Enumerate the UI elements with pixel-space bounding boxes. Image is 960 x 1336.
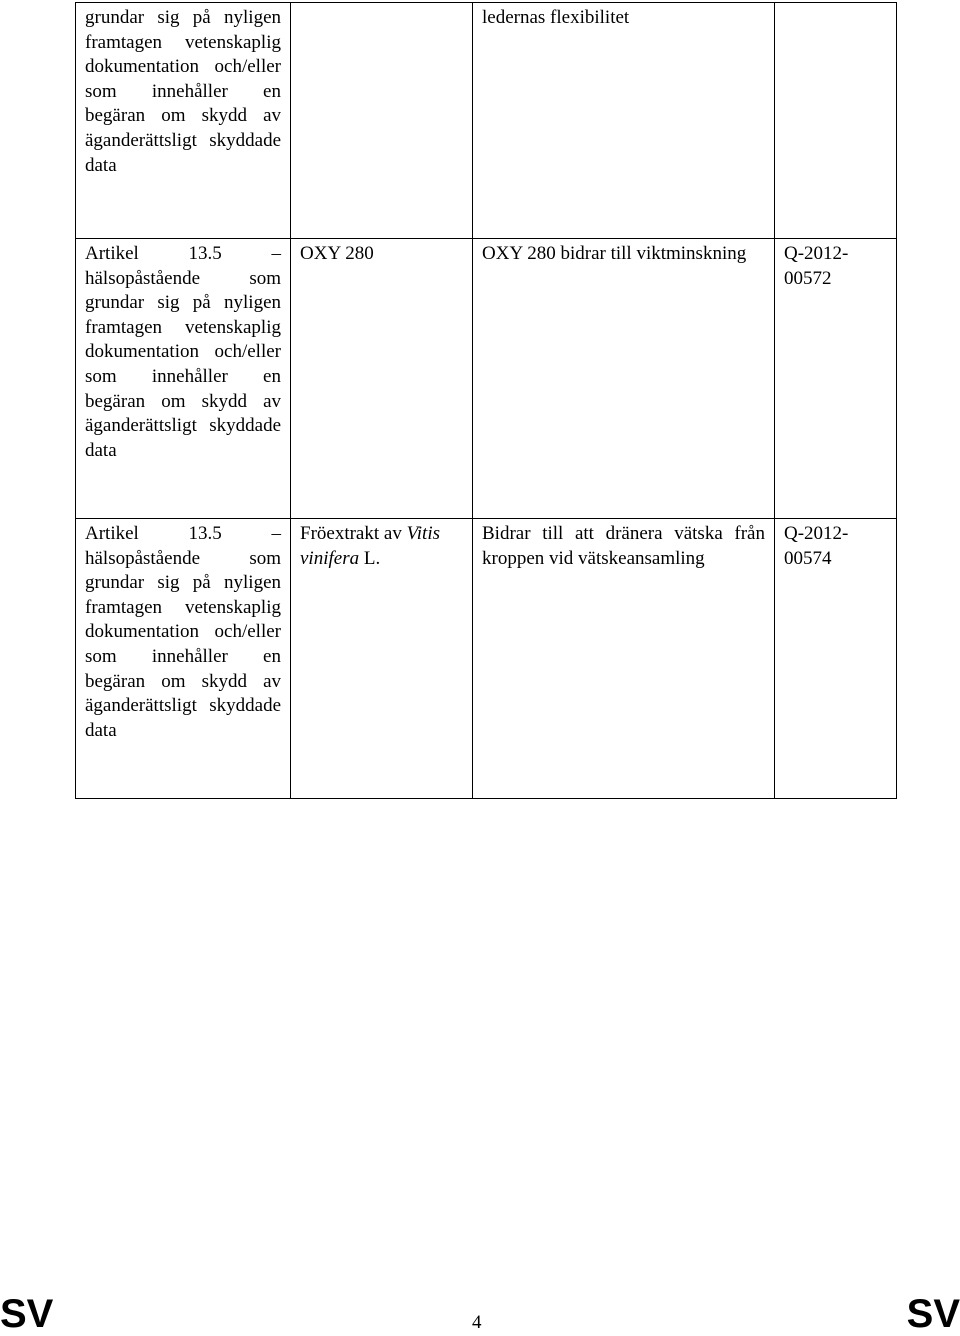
claim-type-cell: Artikel 13.5 – hälsopåstående som grundar sig på nyligen framtagen vetenskaplig dokumentation och/eller som innehåller en begäran om skydd av äganderättsligt skyddade data: [76, 239, 291, 519]
claim-cell: ledernas flexibilitet: [473, 3, 775, 239]
species-name: Vitis vinifera: [300, 523, 441, 569]
table-row: [76, 519, 897, 799]
table-row: [76, 239, 897, 519]
nutrient-cell: [291, 3, 473, 239]
table-row: [76, 3, 897, 239]
claim-type-cell: Artikel 13.5 – hälsopåstående som grundar sig på nyligen framtagen vetenskaplig dokumentation och/eller som innehåller en begäran om skydd av äganderättsligt skyddade data: [76, 519, 291, 799]
nutrient-suffix: L.: [359, 547, 381, 569]
nutrient-text: Fröextrakt av: [300, 523, 407, 544]
claim-cell: Bidrar till att dränera vätska från kroppen vid vätskeansamling: [473, 519, 775, 799]
question-number-cell: Q-2012-00572: [775, 239, 897, 519]
question-number-cell: [775, 3, 897, 239]
footer-language-left: SV: [0, 1292, 54, 1336]
nutrient-cell: OXY 280: [291, 239, 473, 519]
claim-type-cell: grundar sig på nyligen framtagen vetenskaplig dokumentation och/eller som innehåller en begäran om skydd av äganderättsligt skyddade data: [76, 3, 291, 239]
claims-table: [75, 2, 897, 799]
question-number-cell: Q-2012-00574: [775, 519, 897, 799]
nutrient-cell: [291, 519, 473, 799]
page-number: 4: [472, 1312, 482, 1333]
claim-cell: OXY 280 bidrar till viktminskning: [473, 239, 775, 519]
footer-language-right: SV: [906, 1292, 960, 1336]
